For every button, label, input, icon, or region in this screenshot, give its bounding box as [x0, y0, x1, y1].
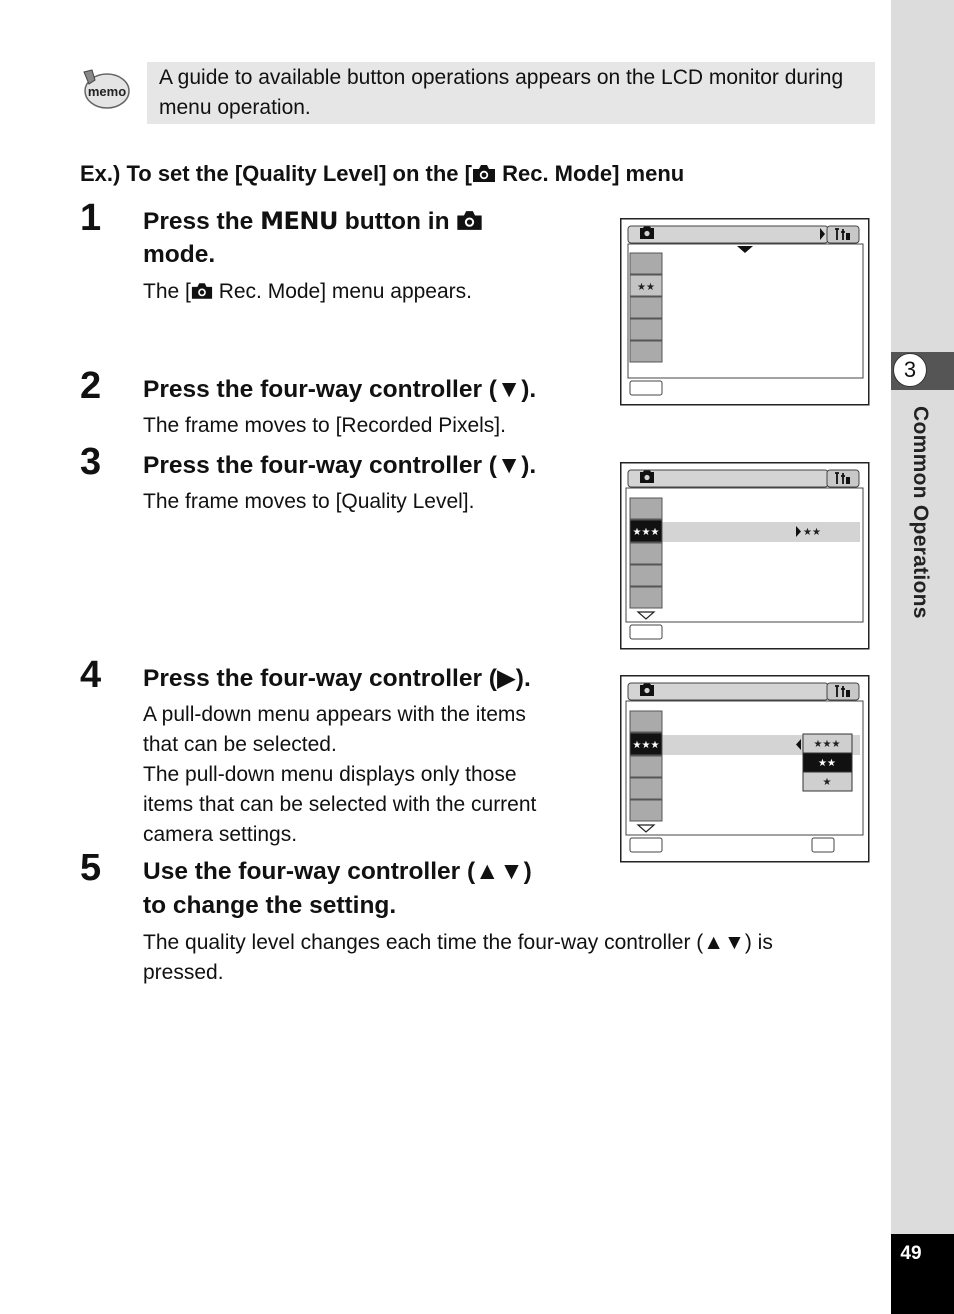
step-4-body-line: items that can be selected with the current	[143, 793, 537, 816]
step-5-body-line: The quality level changes each time the four-way controller (▲▼) is	[143, 931, 773, 954]
screen-3-button-box-right	[812, 838, 834, 852]
screen-2-row-tabs	[630, 498, 662, 608]
example-heading	[80, 161, 684, 187]
screen-2-button-box	[630, 625, 662, 639]
step-1-body-pre: The [	[143, 280, 191, 303]
screen-2-row-label: ★★★	[632, 527, 660, 538]
camera-icon	[640, 684, 654, 697]
chapter-number: 3	[893, 353, 927, 387]
screen-3-row-label: ★★★	[632, 740, 660, 751]
step-3-number: 3	[80, 441, 102, 483]
chapter-title-container	[908, 406, 932, 656]
screen-3-option: ★	[822, 777, 832, 788]
screen-3-option: ★★	[818, 758, 836, 769]
step-4-body-line: A pull-down menu appears with the items	[143, 703, 526, 726]
step-4-number: 4	[80, 654, 102, 696]
step-3-title: Press the four-way controller (▼).	[143, 452, 537, 479]
memo-text: A guide to available button operations appears on the LCD monitor during menu operation.	[159, 66, 844, 119]
camera-icon	[472, 164, 496, 183]
menu-button-label: MENU	[260, 207, 338, 235]
step-2-body: The frame moves to [Recorded Pixels].	[143, 414, 506, 437]
page-number: 49	[900, 1243, 922, 1264]
step-5-title-line2: to change the setting.	[143, 892, 397, 919]
step-1-body	[143, 277, 472, 307]
step-3-body: The frame moves to [Quality Level].	[143, 490, 475, 513]
memo-icon	[80, 66, 132, 112]
lcd-screen-3	[620, 675, 870, 863]
step-1-title	[143, 205, 483, 238]
camera-icon	[456, 210, 483, 231]
step-1-title-line2: mode.	[143, 241, 216, 268]
step-5-title-line1: Use the four-way controller (▲▼)	[143, 858, 532, 885]
chapter-sidebar	[891, 0, 954, 1314]
memo-icon-label: memo	[87, 84, 127, 99]
screen-3-option: ★★★	[813, 739, 841, 750]
camera-icon	[640, 471, 654, 484]
step-4-body-line: The pull-down menu displays only those	[143, 763, 517, 786]
step-1-number: 1	[80, 197, 102, 239]
step-1-title-mid: button in	[337, 208, 457, 235]
camera-icon	[191, 282, 213, 300]
camera-icon	[640, 227, 654, 240]
step-1-title-pre: Press the	[143, 208, 261, 235]
step-5-body-line: pressed.	[143, 961, 224, 984]
screen-2-value: ★★	[803, 527, 821, 538]
step-1-body-post: Rec. Mode] menu appears.	[212, 280, 472, 303]
screen-2-selected-row	[662, 522, 860, 542]
step-5-body	[143, 928, 773, 988]
lcd-screen-2	[620, 462, 870, 650]
step-4-title: Press the four-way controller (▶).	[143, 665, 531, 692]
example-heading-post: Rec. Mode] menu	[495, 161, 685, 186]
lcd-screen-1	[620, 218, 870, 406]
step-4-body-line: that can be selected.	[143, 733, 337, 756]
screen-1-row-tabs	[630, 253, 662, 362]
example-heading-pre: Ex.) To set the [Quality Level] on the [	[80, 161, 472, 186]
step-2-title: Press the four-way controller (▼).	[143, 376, 537, 403]
step-4-body	[143, 700, 536, 850]
step-5-number: 5	[80, 847, 102, 889]
screen-3-row-tabs	[630, 711, 662, 821]
chapter-title: Common Operations	[909, 406, 932, 619]
step-2-number: 2	[80, 365, 102, 407]
screen-1-row-label: ★★	[637, 282, 655, 293]
step-4-body-line: camera settings.	[143, 823, 298, 846]
screen-1-button-box	[630, 381, 662, 395]
screen-3-button-box	[630, 838, 662, 852]
